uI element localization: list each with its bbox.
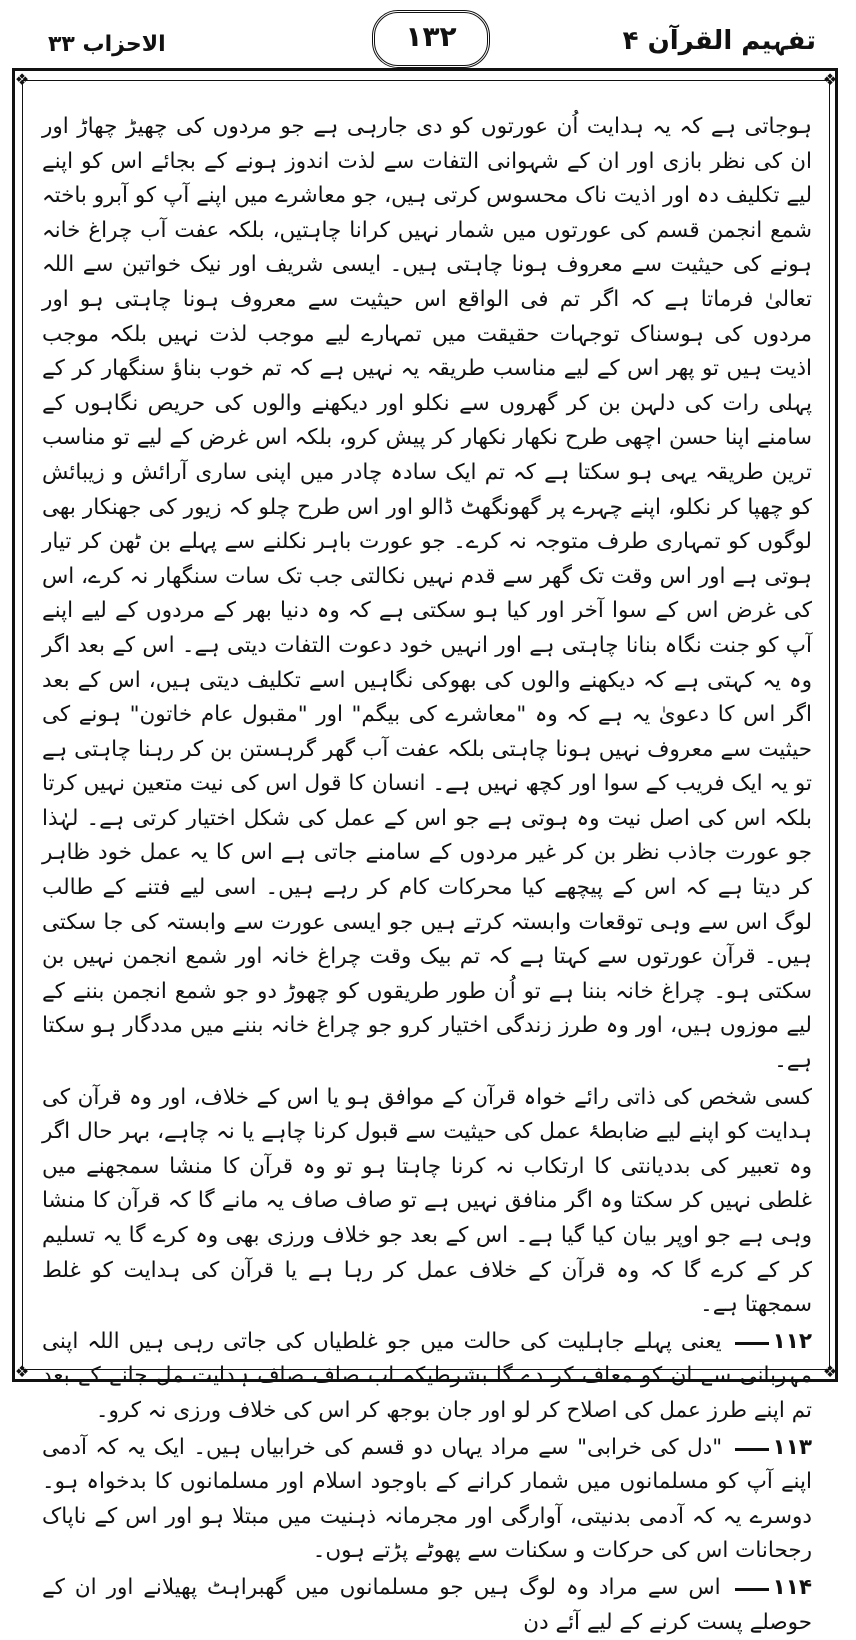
page-header [0, 0, 856, 70]
page-body [42, 110, 812, 1635]
footnote [42, 1431, 812, 1569]
footnote-number: ۱۱۲ [772, 1328, 812, 1354]
footnote [42, 1325, 812, 1429]
corner-ornament-icon: ❖ [822, 70, 838, 89]
footnote-mark-icon [735, 1332, 769, 1345]
footnote-number: ۱۱۳ [772, 1434, 812, 1460]
corner-ornament-icon: ❖ [822, 1362, 838, 1381]
footnote-mark-icon [735, 1578, 769, 1591]
body-paragraph: کسی شخص کی ذاتی رائے خواہ قرآن کے موافق ہو یا اس کے خلاف، اور وہ قرآن کی ہدایت کو اپنے لیے ضابطۂ عمل کی حیثیت سے قبول کرنا چاہے یا نہ چاہے، بہر حال اگر وہ تعبیر کی بددیانتی کا ارتکاب نہ کرنا چاہتا ہو تو وہ قرآن کا منشا سمجھنے میں غلطی نہیں کر سکتا وہ اگر منافق نہیں ہے تو صاف صاف یہ مانے گا کہ قرآن کا منشا وہی ہے جو اوپر بیان کیا گیا ہے۔ اس کے بعد جو خلاف ورزی بھی وہ کرے گا یہ تسلیم کر کے کرے گا کہ وہ قرآن کے خلاف عمل کر رہا ہے یا قرآن کی ہدایت کو غلط سمجھتا ہے۔ [42, 1084, 812, 1318]
footnote-text: یعنی پہلے جاہلیت کی حالت میں جو غلطیاں کی جاتی رہی ہیں اللہ اپنی مہربانی سے ان کو معاف کر دے گا بشرطیکہ اب صاف صاف ہدایت مل جانے کے بعد تم اپنے طرز عمل کی اصلاح کر لو اور جان بوجھ کر اس کی خلاف ورزی نہ کرو۔ [42, 1328, 812, 1423]
footnote-text: اس سے مراد وہ لوگ ہیں جو مسلمانوں میں گھبراہٹ پھیلانے اور ان کے حوصلے پست کرنے کے لیے آئے دن [42, 1574, 812, 1635]
surah-running-head: الاحزاب ۳۳ [48, 32, 166, 57]
footnote [42, 1571, 812, 1640]
footnote-number: ۱۱۴ [772, 1574, 812, 1600]
book-title: تفہیم القرآن ۴ [622, 26, 816, 56]
footnote-mark-icon [735, 1438, 769, 1451]
body-paragraph: ہوجاتی ہے کہ یہ ہدایت اُن عورتوں کو دی جارہی ہے جو مردوں کی چھیڑ چھاڑ اور ان کی نظر بازی اور ان کے شہوانی التفات سے لذت اندوز ہونے کے بجائے اس کو اپنے لیے تکلیف دہ اور اذیت ناک محسوس کرتی ہیں، جو معاشرے میں اپنے آپ کو آبرو باختہ شمع انجمن قسم کی عورتوں میں شمار نہیں کرانا چاہتیں، بلکہ عفت آب چراغ خانہ ہونے کی حیثیت سے معروف ہونا چاہتی ہیں۔ ایسی شریف اور نیک خواتین سے اللہ تعالیٰ فرماتا ہے کہ اگر تم فی الواقع اس حیثیت سے معروف ہونا چاہتی ہو اور مردوں کی ہوسناک توجہات حقیقت میں تمہارے لیے موجب لذت نہیں بلکہ موجب اذیت ہیں تو پھر اس کے لیے مناسب طریقہ یہ نہیں ہے کہ تم خوب بناؤ سنگھار کر کے پہلی رات کی دلہن بن کر گھروں سے نکلو اور دیکھنے والوں کی حریص نگاہوں کے سامنے اپنا حسن اچھی طرح نکھار نکھار کر پیش کرو، بلکہ اس غرض کے لیے تو مناسب ترین طریقہ یہی ہو سکتا ہے کہ تم ایک سادہ چادر میں اپنی ساری آرائش و زیبائش کو چھپا کر نکلو، اپنے چہرے پر گھونگھٹ ڈالو اور اس طرح چلو کہ زیور کی جھنکار بھی لوگوں کو تمہاری طرف متوجہ نہ کرے۔ جو عورت باہر نکلنے سے پہلے بن ٹھن کر تیار ہوتی ہے اور اس وقت تک گھر سے قدم نہیں نکالتی جب تک سات سنگھار نہ کرے، اس کی غرض اس کے سوا آخر اور کیا ہو سکتی ہے کہ وہ دنیا بھر کے مردوں کے لیے اپنے آپ کو جنت نگاہ بنانا چاہتی ہے اور انہیں خود دعوت التفات دیتی ہے۔ اس کے بعد اگر وہ یہ کہتی ہے کہ دیکھنے والوں کی بھوکی نگاہیں اسے تکلیف دیتی ہیں، اس کے بعد اگر اس کا دعویٰ یہ ہے کہ وہ "معاشرے کی بیگم" اور "مقبول عام خاتون" ہونے کی حیثیت سے معروف نہیں ہونا چاہتی بلکہ عفت آب گھر گرہستن بن کر رہنا چاہتی ہے تو یہ ایک فریب کے سوا اور کچھ نہیں ہے۔ انسان کا قول اس کی نیت متعین نہیں کرتا بلکہ اس کی اصل نیت وہ ہوتی ہے جو اس کے عمل کی شکل اختیار کرتی ہے۔ لہٰذا جو عورت جاذب نظر بن کر غیر مردوں کے سامنے جاتی ہے اس کا یہ عمل خود ظاہر کر دیتا ہے کہ اس کے پیچھے کیا محرکات کام کر رہے ہیں۔ اسی لیے فتنے کے طالب لوگ اس سے وہی توقعات وابستہ کرتے ہیں جو ایسی عورت سے وابستہ کی جا سکتی ہیں۔ قرآن عورتوں سے کہتا ہے کہ تم بیک وقت چراغ خانہ اور شمع انجمن نہیں بن سکتی ہو۔ چراغ خانہ بننا ہے تو اُن طور طریقوں کو چھوڑ دو جو شمع انجمن بننے کے لیے موزوں ہیں، اور وہ طرز زندگی اختیار کرو جو چراغ خانہ بننے میں مددگار ہو سکتا ہے۔ [42, 114, 812, 1074]
page-number-badge: ۱۳۲ [372, 10, 490, 68]
corner-ornament-icon: ❖ [14, 70, 30, 89]
footnote-text: "دل کی خرابی" سے مراد یہاں دو قسم کی خرابیاں ہیں۔ ایک یہ کہ آدمی اپنے آپ کو مسلمانوں میں شمار کرانے کے باوجود اسلام اور مسلمانوں کا بدخواہ ہو۔ دوسرے یہ کہ آدمی بدنیتی، آوارگی اور مجرمانہ ذہنیت میں مبتلا ہو اور اس کے ناپاک رجحانات اس کی حرکات و سکنات سے پھوٹے پڑتے ہوں۔ [42, 1434, 812, 1564]
corner-ornament-icon: ❖ [14, 1362, 30, 1381]
